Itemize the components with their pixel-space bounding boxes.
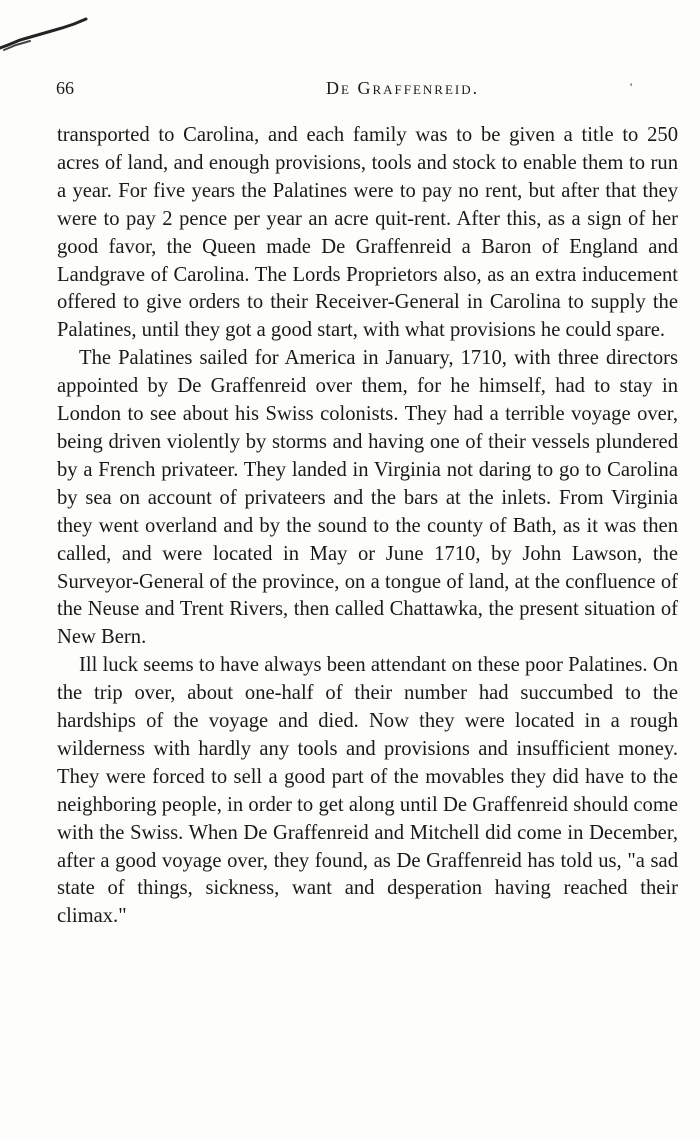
paragraph-palatines-voyage: The Palatines sailed for America in January, 1710, with three directors appointed by De Graffenreid over them, for he himself, had to stay in London to see about his Swiss colonists. They had a terrible voyage over, being driven violently by storms and having one of their vessels plundered by a French privateer. They landed in Virginia not daring to go to Carolina by sea on account of privateers and the bars at the inlets. From Virginia they went overland and by the sound to the county of Bath, as it was then called, and were located in May or June 1710, by John Lawson, the Surveyor-General of the province, on a tongue of land, at the confluence of the Neuse and Trent Rivers, then called Chattawka, the present situation of New Bern. [57, 347, 678, 649]
stray-mark: ' [630, 80, 633, 94]
paragraph-continuation: transported to Carolina, and each family was to be given a title to 250 acres of land, and enough provisions, tools and stock to enable them to run a year. For five years the Palatines were to pay no rent, but after that they were to pay 2 pence per year an acre quit-rent. After this, as a sign of her good favor, the Queen made De Graffenreid a Baron of England and Landgrave of Carolina. The Lords Proprietors also, as an extra inducement offered to give orders to their Receiver-General in Carolina to supply the Palatines, until they got a good start, with what provisions he could spare. [57, 124, 678, 342]
paragraph-ill-luck: Ill luck seems to have always been attendant on these poor Palatines. On the trip over, about one-half of their number had succumbed to the hardships of the voyage and died. Now they were located in a rough wilderness with hardly any tools and provisions and insufficient money. They were forced to sell a good part of the movables they did have to the neighboring people, in order to get along until De Graffenreid should come with the Swiss. When De Graffenreid and Mitchell did come in December, after a good voyage over, they found, as De Graffenreid has told us, "a sad state of things, sickness, want and desperation having reached their climax." [57, 654, 678, 928]
scan-smudge-mark [0, 14, 100, 54]
running-title: De Graffenreid. [326, 78, 480, 98]
running-head [56, 78, 676, 100]
page-number: 66 [56, 78, 74, 98]
body-text [57, 122, 678, 931]
